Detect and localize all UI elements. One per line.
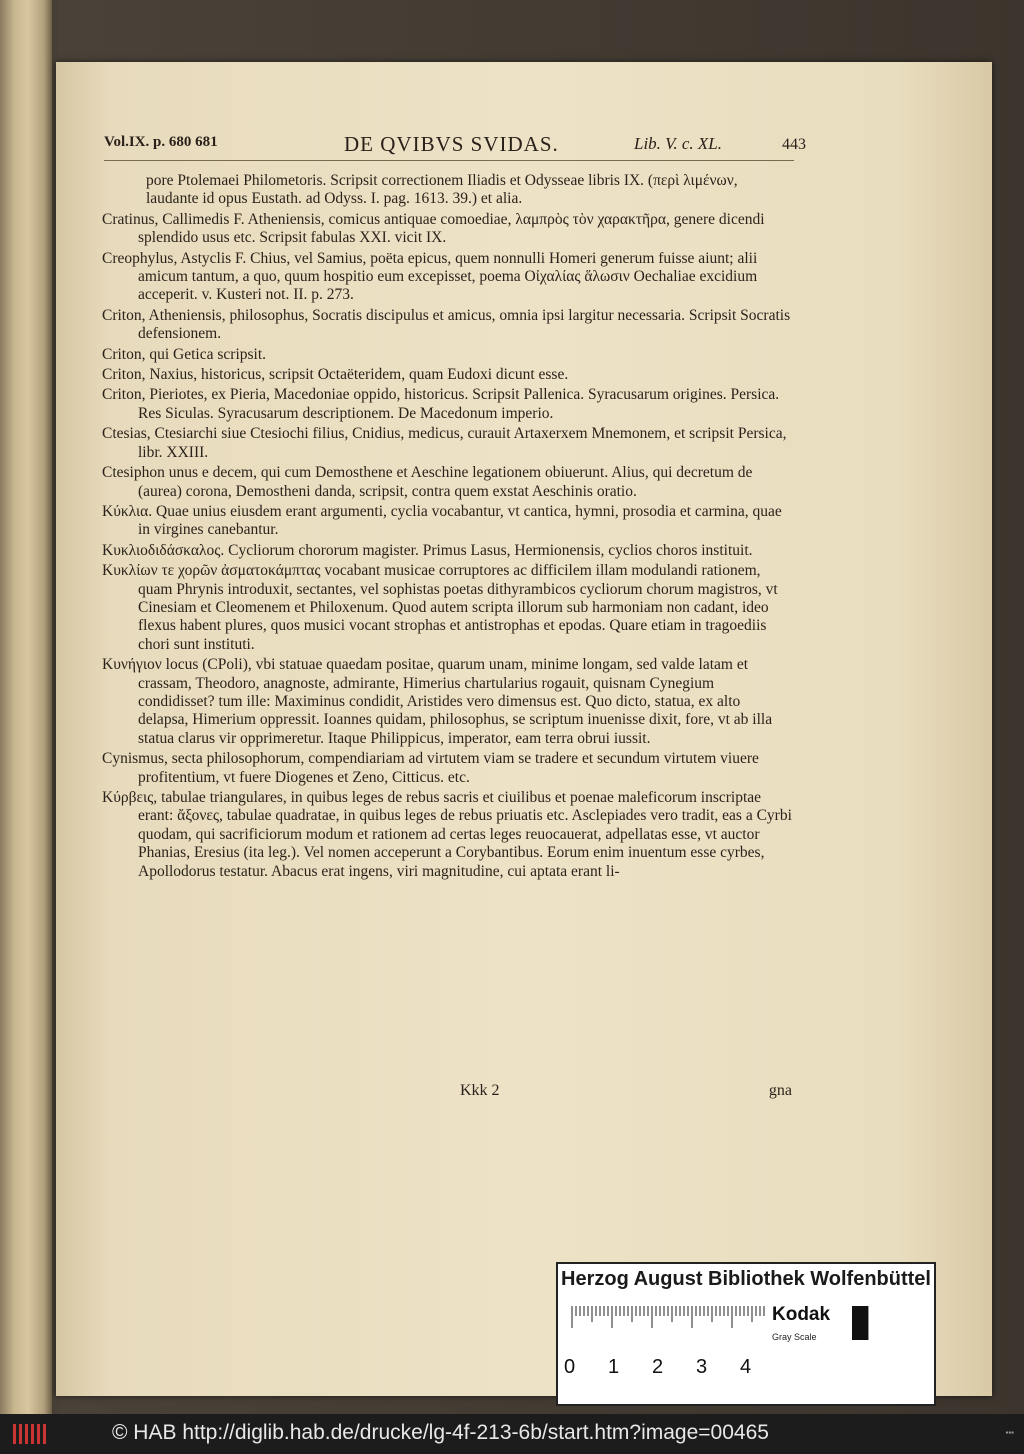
left-page-edge (0, 0, 52, 1414)
copyright-url[interactable]: © HAB http://diglib.hab.de/drucke/lg-4f-213-6b/start.htm?image=00465 (112, 1421, 769, 1444)
gray-scale-label: Gray Scale (772, 1332, 817, 1342)
catchword: gna (768, 1082, 792, 1099)
entry-text: qui Getica scripsit. (145, 345, 267, 363)
entry-text: pore Ptolemaei Philometoris. Scripsit correctionem Iliadis et Odysseae libris IX. (περὶ λιμένων, laudante id opus Eustath. ad Odyss. I. pag. 1613. 39.) et alia. (146, 172, 738, 208)
ruler-number: 2 (652, 1356, 664, 1378)
color-reference-card (556, 1262, 936, 1406)
entry-text: Callimedis F. Atheniensis, comicus antiquae comoediae, λαμπρὸς τὸν χαρακτῆρα, genere dicendi splendido usus etc. Scripsit fabulas XXI. vicit IX. (138, 210, 765, 247)
page-number: 443 (782, 136, 806, 153)
dictionary-entry (102, 503, 792, 540)
dictionary-entry (102, 172, 792, 209)
ruler-scale (568, 1302, 768, 1342)
entry-headword: Criton, (102, 366, 146, 384)
header-title: DE QVIBVS SVIDAS. (344, 132, 559, 156)
dictionary-entry (102, 789, 792, 881)
entry-headword: Κυνήγιον (102, 656, 162, 674)
entry-headword: Cratinus, (102, 210, 159, 228)
entry-text: Ctesiarchi siue Ctesiochi filius, Cnidius, medicus, curauit Artaxerxem Mnemonem, et scripsit Persica, libr. XXIII. (138, 425, 787, 461)
entry-headword: Ctesiphon (102, 464, 165, 482)
entry-headword: Ctesias, (102, 425, 151, 443)
entry-text: Cycliorum chororum magister. Primus Lasus, Hermionensis, cyclios choros instituit. (224, 541, 753, 559)
kodak-label: Kodak (772, 1304, 831, 1325)
dictionary-entry (102, 386, 792, 423)
entry-headword: Κύκλια. (102, 502, 153, 520)
dictionary-entry (102, 464, 792, 501)
dictionary-entry (102, 307, 792, 344)
entry-text: vocabant musicae corruptores ac difficilem illam modulandi rationem, quam Phrynis introduxit, sectantes, vel sophistas poetas dithyrambicos cycliorum chorum magistros, vt Cinesiam et Cleomenem et Philoxenum. Quod autem scripta illorum sub harmoniam non cadant, ideo flexus habent plures, quos musici vocant strophas et antistrophas et epodas. Quare etiam in tragoediis chori sunt instituti. (138, 562, 778, 653)
dictionary-entry (102, 656, 792, 748)
book-chapter: Lib. V. c. XL. (634, 134, 723, 153)
page-footer (102, 1082, 792, 1104)
ruler-number: 3 (696, 1356, 708, 1378)
entry-text: Astyclis F. Chius, vel Samius, poëta epicus, quem nonnulli Homeri generum fuisse aiunt; alii amicum tantum, a quo, quum hospitio eum excepisset, poema Οἰχαλίας ἅλωσιν Oechaliae excidium acceperit. v. Kusteri not. II. p. 273. (138, 249, 758, 304)
entry-headword: Criton, (102, 306, 146, 324)
dictionary-entry (102, 366, 792, 384)
header-rule (104, 160, 794, 161)
dictionary-entry (102, 211, 792, 248)
entry-headword: Κυκλιοδιδάσκαλος. (102, 541, 225, 559)
page-body (102, 172, 792, 883)
entry-headword: Criton, (102, 345, 146, 363)
entry-headword: Creophylus, (102, 249, 178, 267)
running-header (104, 132, 804, 162)
entry-headword: Κυκλίων τε χορῶν ἀσματοκάμπτας (102, 562, 321, 580)
entry-text: Quae unius eiusdem erant argumenti, cyclia vocabantur, vt cantica, hymni, prosodia et carmina, quae in virgines canebantur. (138, 502, 782, 539)
signature-mark: Kkk 2 (460, 1082, 500, 1099)
entry-text: locus (CPoli), vbi statuae quaedam positae, quarum unam, minime longam, sed valde latam et crassam, Theodoro, anagnoste, admirante, Himerius chartularius rogauit, quisnam Cynegium condidisset? tum ille: Maximinus condidit, Aristides vero dimensus est. Quo dicto, statua, ex alto delapsa, Himerium oppressit. Ioannes quidam, philosophus, se scriptum inuenisse dixit, fore, vt ab illa statua clarus vir opprimeretur. Itaque Philippicus, imperator, eam terra obrui iussit. (138, 656, 773, 747)
entry-text: Pieriotes, ex Pieria, Macedoniae oppido, historicus. Scripsit Pallenica. Syracusarum origines. Persica. Res Siculas. Syracusarum descriptionem. De Macedonum imperio. (138, 386, 780, 422)
dictionary-entry (102, 250, 792, 305)
entry-headword: Cynismus, (102, 750, 168, 768)
volume-reference: Vol.IX. p. 680 681 (104, 134, 218, 150)
dictionary-entry (102, 542, 792, 560)
hab-logo-icon (12, 1422, 48, 1446)
entry-text: Naxius, historicus, scripsit Octaëteridem, quam Eudoxi dicunt esse. (145, 366, 569, 384)
entry-text: Atheniensis, philosophus, Socratis discipulus et amicus, omnia ipsi largitur necessaria. Scripsit Socratis defensionem. (138, 306, 791, 343)
ruler-number: 1 (608, 1356, 620, 1378)
ruler-number: 0 (564, 1356, 576, 1378)
dictionary-entry (102, 346, 792, 364)
entry-text: tabulae triangulares, in quibus leges de rebus sacris et ciuilibus et poenae maleficorum inscriptae erant: ἄξονες, tabulae quadratae, in quibus leges de rebus priuatis etc. Asclepiades vero tradit, eas a Cyrbi quodam, qui sacrificiorum modum et rationem ad certas leges reuocauerat, adpellatas esse, vt auctor Phanias, Eresius (ita leg.). Vel nomen acceperunt a Corybantibus. Eorum enim inuentum esse cyrbes, Apollodorus testatur. Abacus erat ingens, viri magnitudine, cui aptata erant li- (138, 789, 792, 880)
library-name: Herzog August Bibliothek Wolfenbüttel (561, 1268, 931, 1290)
gray-patch-light (868, 1306, 887, 1340)
corner-mark-icon: ▪▪▪ (1005, 1428, 1014, 1437)
dictionary-entry (102, 425, 792, 462)
viewer-footer-bar (0, 1414, 1024, 1454)
ruler-number: 4 (740, 1356, 752, 1378)
entry-text: unus e decem, qui cum Demosthene et Aeschine legationem obiuerunt. Alius, qui decretum de (aurea) corona, Demostheni danda, scripsit, contra quem exstat Aeschinis oratio. (138, 464, 753, 500)
entry-headword: Criton, (102, 386, 146, 404)
dictionary-entry (102, 750, 792, 787)
dictionary-entry (102, 562, 792, 654)
entry-headword: Κύρβεις, (102, 789, 158, 806)
entry-text: secta philosophorum, compendiariam ad virtutem viam se tradere et secundum virtutem viuere profitentium, vt fuere Diogenes et Zeno, Citticus. etc. (138, 750, 759, 786)
